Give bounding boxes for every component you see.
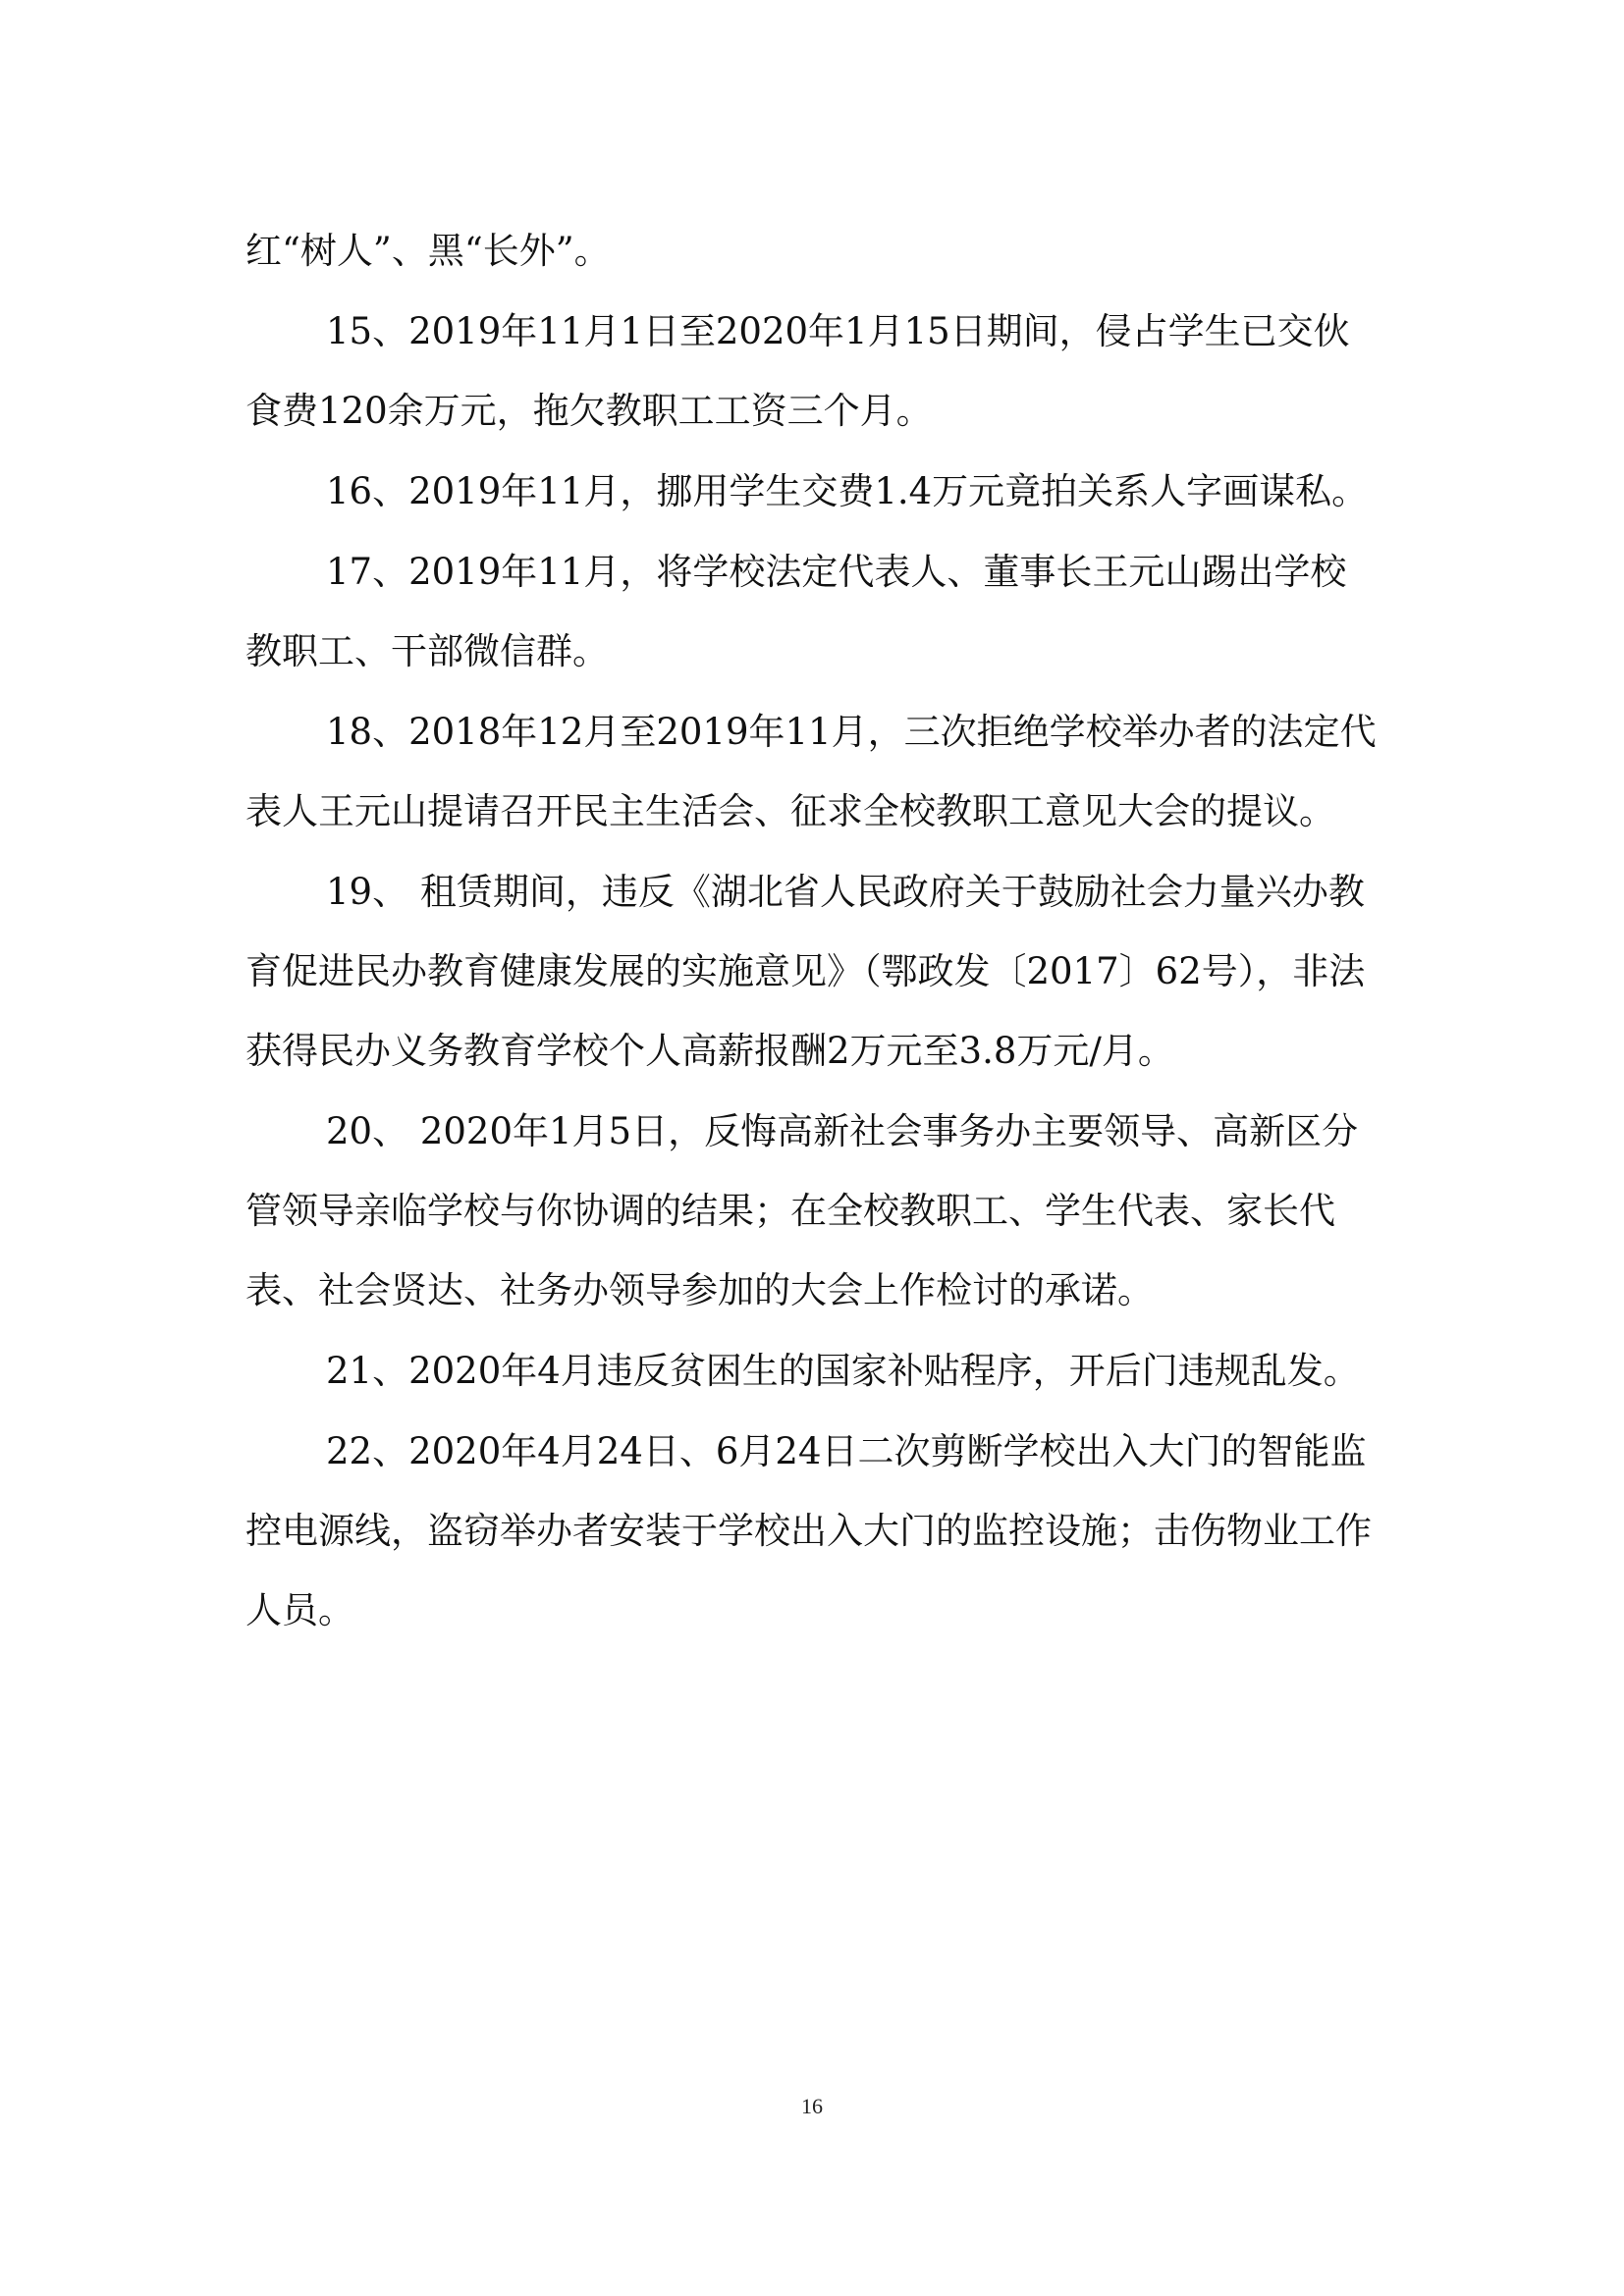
paragraph-item-15: 15、2019年11月1日至2020年1月15日期间，侵占学生已交伙食费120余万元，拖欠教职工工资三个月。: [245, 310, 1350, 432]
paragraph-item-20: 20、 2020年1月5日，反悔高新社会事务办主要领导、高新区分管领导亲临学校与你协调的结果；在全校教职工、学生代表、家长代表、社会贤达、社务办领导参加的大会上作检讨的承诺。: [245, 1110, 1359, 1311]
paragraph-item-21: 21、2020年4月违反贫困生的国家补贴程序，开后门违规乱发。: [326, 1350, 1360, 1392]
paragraph-continuation: 红“树人”、黑“长外”。: [245, 230, 611, 272]
page-number: 16: [801, 2094, 823, 2118]
paragraph-item-17: 17、2019年11月，将学校法定代表人、董事长王元山踢出学校教职工、干部微信群。: [245, 551, 1347, 672]
paragraph-item-18: 18、2018年12月至2019年11月，三次拒绝学校举办者的法定代表人王元山提请召开民主生活会、征求全校教职工意见大会的提议。: [245, 711, 1377, 832]
document-body: [245, 211, 1380, 1651]
paragraph-item-19: 19、 租赁期间，违反《湖北省人民政府关于鼓励社会力量兴办教育促进民办教育健康发展的实施意见》（鄂政发〔2017〕62号），非法获得民办义务教育学校个人高薪报酬2万元至3.8万元/月。: [245, 871, 1366, 1072]
paragraph-item-22: 22、2020年4月24日、6月24日二次剪断学校出入大门的智能监控电源线，盗窃举办者安装于学校出入大门的监控设施；击伤物业工作人员。: [245, 1430, 1372, 1631]
paragraph-item-16: 16、2019年11月，挪用学生交费1.4万元竟拍关系人字画谋私。: [326, 470, 1369, 512]
